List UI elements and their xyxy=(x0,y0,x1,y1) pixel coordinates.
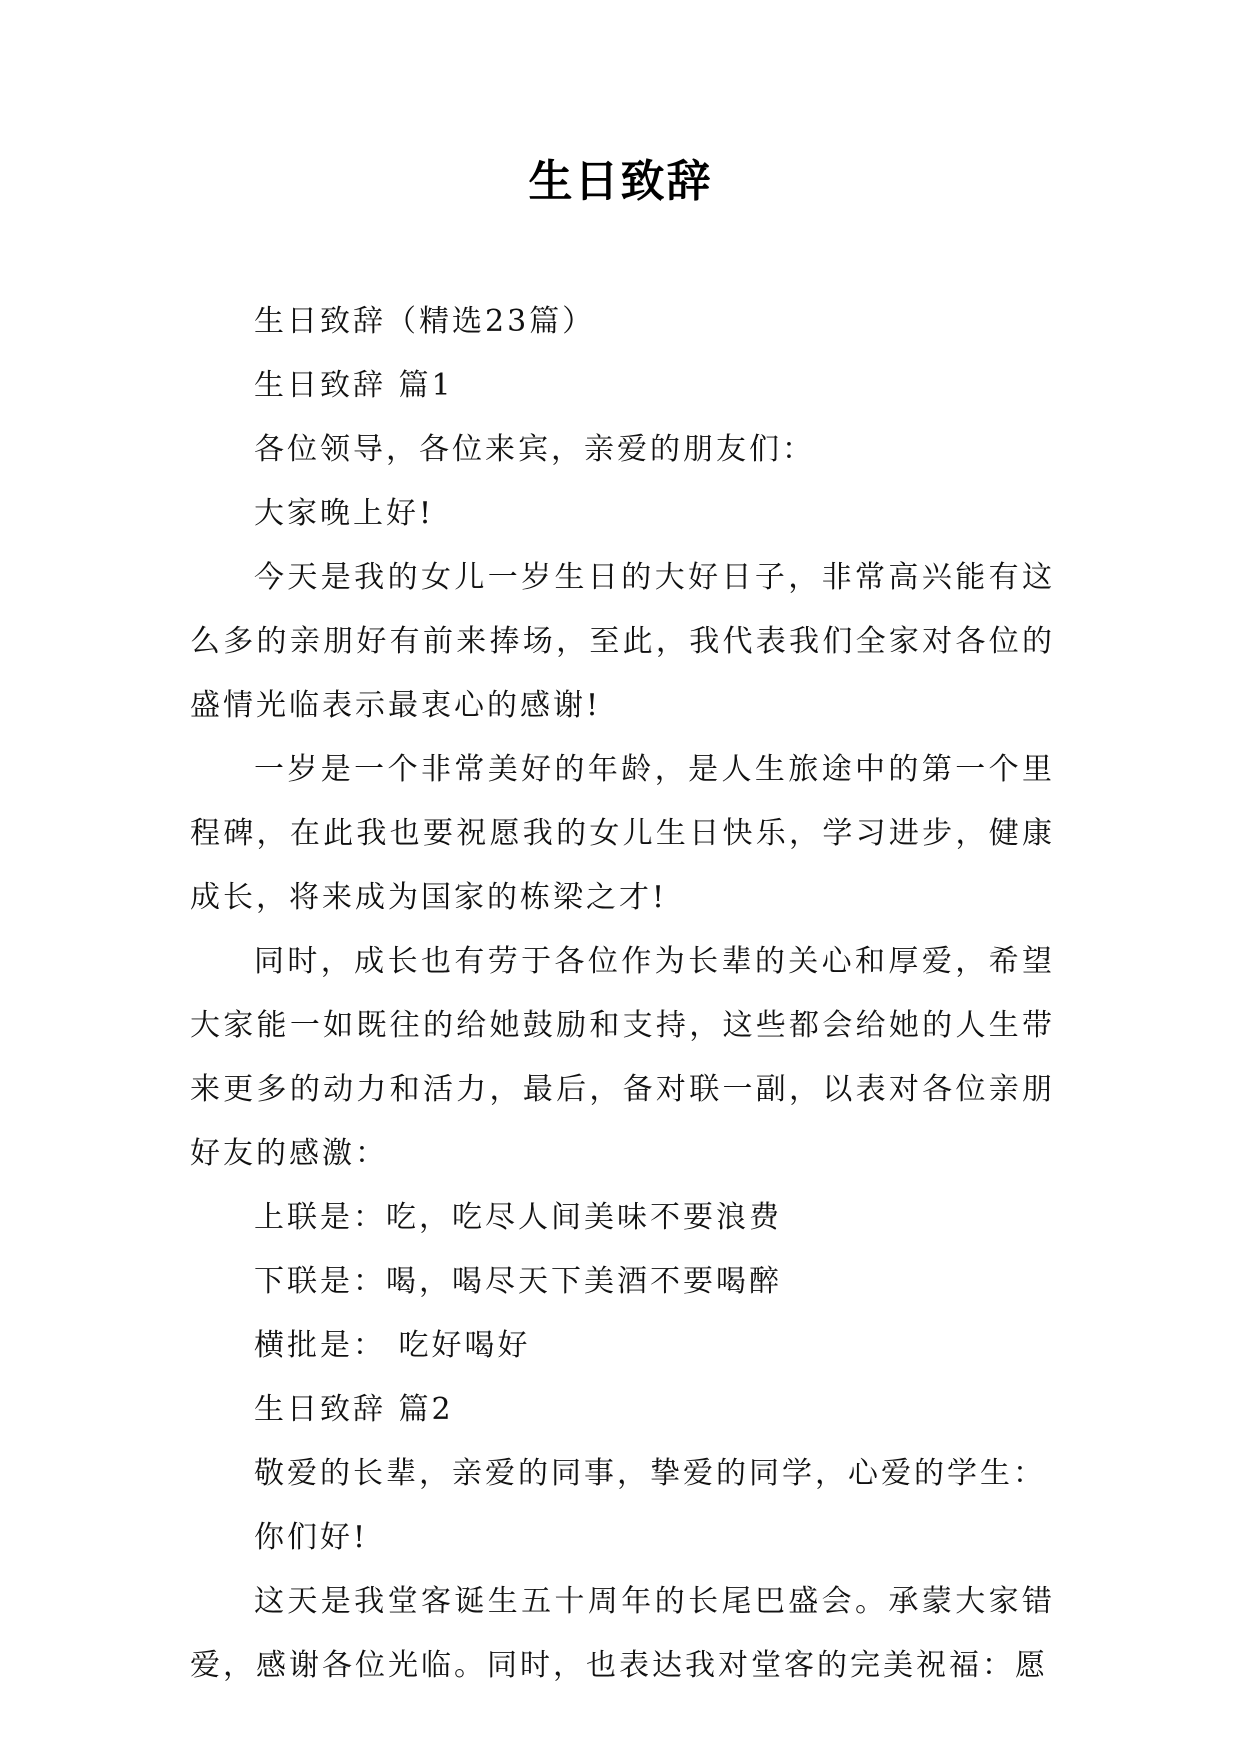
subtitle-paragraph: 生日致辞（精选23篇） xyxy=(254,304,596,339)
couplet-first-line: 上联是：吃，吃尽人间美味不要浪费 xyxy=(254,1200,782,1235)
greeting-paragraph: 你们好! xyxy=(254,1520,369,1555)
section-heading: 生日致辞 篇2 xyxy=(254,1392,454,1427)
couplet-second-line: 下联是：喝，喝尽天下美酒不要喝醉 xyxy=(254,1264,782,1299)
body-paragraph: 今天是我的女儿一岁生日的大好日子，非常高兴能有这么多的亲朋好有前来捧场，至此，我代表我们全家对各位的盛情光临表示最衷心的感谢! xyxy=(190,560,1055,723)
body-paragraph: 同时，成长也有劳于各位作为长辈的关心和厚爱，希望大家能一如既往的给她鼓励和支持，这些都会给她的人生带来更多的动力和活力，最后，备对联一副，以表对各位亲朋好友的感激： xyxy=(190,944,1055,1171)
body-paragraph: 一岁是一个非常美好的年龄，是人生旅途中的第一个里程碑，在此我也要祝愿我的女儿生日快乐，学习进步，健康成长，将来成为国家的栋梁之才! xyxy=(190,752,1055,915)
couplet-banner: 横批是： 吃好喝好 xyxy=(254,1328,531,1363)
greeting-paragraph: 大家晚上好! xyxy=(254,496,435,531)
body-paragraph: 这天是我堂客诞生五十周年的长尾巴盛会。承蒙大家错爱，感谢各位光临。同时，也表达我对堂客的完美祝福：愿 xyxy=(190,1584,1055,1683)
salutation-paragraph: 各位领导，各位来宾，亲爱的朋友们： xyxy=(254,432,815,467)
section-heading: 生日致辞 篇1 xyxy=(254,368,454,403)
salutation-paragraph: 敬爱的长辈，亲爱的同事，挚爱的同学，心爱的学生： xyxy=(254,1456,1046,1491)
document-title: 生日致辞 xyxy=(528,156,713,207)
document-body xyxy=(190,290,1055,1698)
